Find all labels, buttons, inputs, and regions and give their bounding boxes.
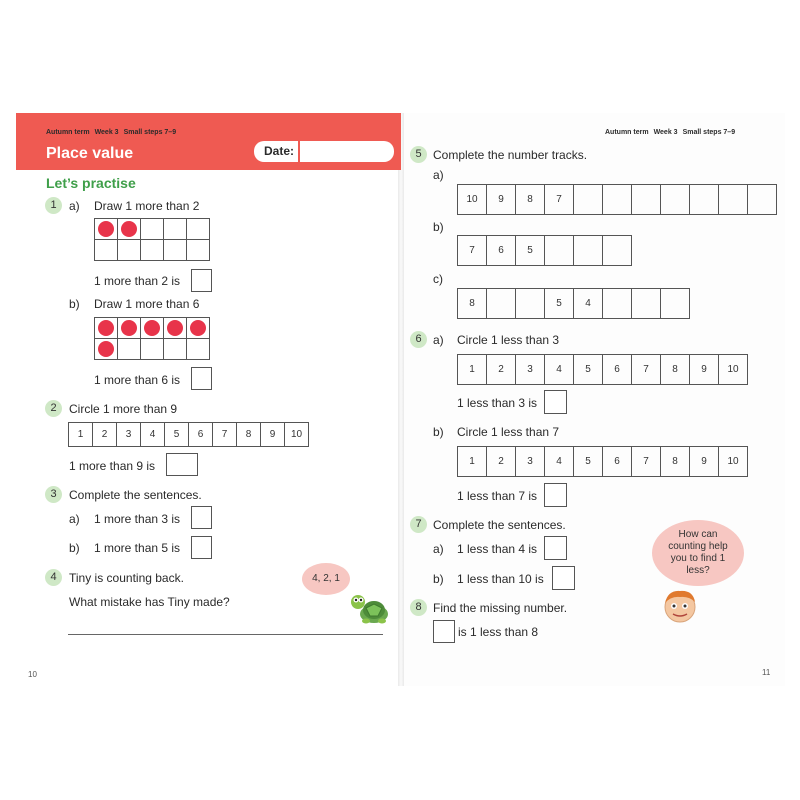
track-cell[interactable]: 2: [487, 355, 516, 385]
ten-frame-cell[interactable]: [141, 240, 164, 261]
q6b-text: Circle 1 less than 7: [457, 425, 560, 439]
track-cell[interactable]: 8: [458, 289, 487, 319]
track-cell[interactable]: 4: [141, 423, 165, 447]
date-label: Date:: [264, 144, 295, 158]
q6a-text: Circle 1 less than 3: [457, 333, 560, 347]
track-cell[interactable]: [661, 289, 690, 319]
track-cell[interactable]: [516, 289, 545, 319]
ten-frame-cell[interactable]: [95, 339, 118, 360]
track-cell[interactable]: [487, 289, 516, 319]
red-counter-icon: [121, 320, 137, 336]
left-meta: [46, 129, 181, 136]
ten-frame-cell[interactable]: [187, 240, 210, 261]
track-cell[interactable]: 8: [661, 447, 690, 477]
ten-frame-cell[interactable]: [95, 318, 118, 339]
q1a-label: a): [69, 199, 80, 213]
q6b-answer-text: 1 less than 7 is: [457, 489, 538, 503]
page-number-left: 10: [28, 670, 37, 679]
track-cell[interactable]: [574, 185, 603, 215]
section-heading: Let’s practise: [46, 175, 136, 191]
question-number-7: 7: [410, 516, 427, 533]
q3a-label: a): [69, 512, 80, 526]
book-spine: [398, 113, 404, 686]
ten-frame-cell[interactable]: [118, 219, 141, 240]
track-cell[interactable]: 7: [632, 355, 661, 385]
q3-text: Complete the sentences.: [69, 488, 202, 502]
red-counter-icon: [98, 320, 114, 336]
meta-steps-right: Small steps 7–9: [682, 129, 736, 136]
ten-frame-cell[interactable]: [141, 339, 164, 360]
track-cell[interactable]: [603, 289, 632, 319]
track-cell[interactable]: 2: [487, 447, 516, 477]
ten-frame-cell[interactable]: [95, 240, 118, 261]
track-cell[interactable]: 7: [213, 423, 237, 447]
meta-week-right: Week 3: [653, 129, 678, 136]
track-cell[interactable]: 10: [458, 185, 487, 215]
track-cell[interactable]: [690, 185, 719, 215]
track-cell[interactable]: 5: [516, 236, 545, 266]
q1b-text: Draw 1 more than 6: [94, 297, 200, 311]
red-counter-icon: [98, 221, 114, 237]
q1b-label: b): [69, 297, 80, 311]
q6b-label: b): [433, 425, 444, 439]
tiny-speech-text: 4, 2, 1: [312, 573, 340, 584]
track-cell[interactable]: 5: [574, 447, 603, 477]
q3a-answer-box[interactable]: [191, 506, 212, 529]
track-cell[interactable]: 6: [603, 355, 632, 385]
track-cell[interactable]: 9: [690, 447, 719, 477]
track-cell[interactable]: 4: [545, 355, 574, 385]
q8-answer-box[interactable]: [433, 620, 455, 643]
q1a-text: Draw 1 more than 2: [94, 199, 200, 213]
ten-frame-cell[interactable]: [164, 219, 187, 240]
track-cell[interactable]: [632, 185, 661, 215]
question-number-1: 1: [45, 197, 62, 214]
question-number-4: 4: [45, 569, 62, 586]
ten-frame-cell[interactable]: [164, 240, 187, 261]
number-track-q6b[interactable]: [457, 446, 748, 477]
right-meta: [605, 129, 740, 136]
ten-frame-cell[interactable]: [118, 339, 141, 360]
track-cell[interactable]: 10: [719, 355, 748, 385]
track-cell[interactable]: 5: [545, 289, 574, 319]
track-cell[interactable]: 3: [516, 355, 545, 385]
meta-steps: Small steps 7–9: [123, 129, 177, 136]
q7a-answer-box[interactable]: [544, 536, 567, 560]
track-cell[interactable]: [603, 236, 632, 266]
q4-question: What mistake has Tiny made?: [69, 595, 230, 609]
ten-frame-b[interactable]: [94, 317, 210, 360]
track-cell[interactable]: 5: [574, 355, 603, 385]
track-cell[interactable]: 6: [189, 423, 213, 447]
q2-answer-box[interactable]: [166, 453, 198, 476]
tiny-speech-bubble: [302, 563, 350, 595]
q6a-label: a): [433, 333, 444, 347]
q3b-text: 1 more than 5 is: [94, 541, 181, 555]
meta-week: Week 3: [94, 129, 119, 136]
q3b-answer-box[interactable]: [191, 536, 212, 559]
turtle-icon: [348, 590, 392, 624]
red-counter-icon: [167, 320, 183, 336]
track-cell[interactable]: 7: [545, 185, 574, 215]
ten-frame-a[interactable]: [94, 218, 210, 261]
ten-frame-cell[interactable]: [187, 318, 210, 339]
q5a-label: a): [433, 168, 444, 182]
date-divider: [298, 141, 300, 162]
track-cell[interactable]: 9: [487, 185, 516, 215]
q3a-text: 1 more than 3 is: [94, 512, 181, 526]
q1b-answer-text: 1 more than 6 is: [94, 373, 181, 387]
q8-text: Find the missing number.: [433, 601, 568, 615]
q5-text: Complete the number tracks.: [433, 148, 588, 162]
track-cell[interactable]: 3: [516, 447, 545, 477]
ten-frame-cell[interactable]: [187, 339, 210, 360]
meta-term-right: Autumn term: [605, 129, 649, 136]
track-cell[interactable]: 8: [237, 423, 261, 447]
q1a-answer-text: 1 more than 2 is: [94, 274, 181, 288]
q7-text: Complete the sentences.: [433, 518, 566, 532]
q3b-label: b): [69, 541, 80, 555]
track-cell[interactable]: [603, 185, 632, 215]
question-number-8: 8: [410, 599, 427, 616]
track-cell[interactable]: [748, 185, 777, 215]
red-counter-icon: [190, 320, 206, 336]
q2-answer-text: 1 more than 9 is: [69, 459, 156, 473]
ten-frame-cell[interactable]: [95, 219, 118, 240]
date-field[interactable]: [254, 141, 394, 162]
track-cell[interactable]: [574, 236, 603, 266]
track-cell[interactable]: 3: [117, 423, 141, 447]
q4-answer-line[interactable]: [68, 634, 383, 635]
q4-text: Tiny is counting back.: [69, 571, 184, 585]
track-cell[interactable]: 10: [285, 423, 309, 447]
track-cell[interactable]: 8: [516, 185, 545, 215]
track-cell[interactable]: 10: [719, 447, 748, 477]
question-number-6: 6: [410, 331, 427, 348]
q6b-answer-box[interactable]: [544, 483, 567, 507]
q7b-text: 1 less than 10 is: [457, 572, 544, 586]
page-number-right: 11: [762, 668, 771, 677]
track-cell[interactable]: 6: [603, 447, 632, 477]
track-cell[interactable]: 8: [661, 355, 690, 385]
track-cell[interactable]: [632, 289, 661, 319]
track-cell[interactable]: 5: [165, 423, 189, 447]
track-cell[interactable]: 1: [458, 447, 487, 477]
q5c-label: c): [433, 272, 443, 286]
red-counter-icon: [121, 221, 137, 237]
number-track-q5c[interactable]: [457, 288, 690, 319]
q6a-answer-text: 1 less than 3 is: [457, 396, 538, 410]
track-cell[interactable]: 9: [261, 423, 285, 447]
track-cell[interactable]: 4: [545, 447, 574, 477]
red-counter-icon: [144, 320, 160, 336]
page-title: Place value: [46, 145, 134, 162]
track-cell[interactable]: [719, 185, 748, 215]
q7a-label: a): [433, 542, 444, 556]
track-cell[interactable]: 4: [574, 289, 603, 319]
ten-frame-cell[interactable]: [118, 240, 141, 261]
track-cell[interactable]: [661, 185, 690, 215]
ten-frame-cell[interactable]: [164, 318, 187, 339]
ten-frame-cell[interactable]: [187, 219, 210, 240]
q5b-label: b): [433, 220, 444, 234]
ten-frame-cell[interactable]: [164, 339, 187, 360]
number-track-q5a[interactable]: [457, 184, 777, 215]
ten-frame-cell[interactable]: [141, 219, 164, 240]
q7b-answer-box[interactable]: [552, 566, 575, 590]
track-cell[interactable]: 9: [690, 355, 719, 385]
q8-answer-text: is 1 less than 8: [458, 625, 539, 639]
track-cell[interactable]: 6: [487, 236, 516, 266]
q1a-answer-box[interactable]: [191, 269, 212, 292]
number-track-q2[interactable]: [68, 422, 309, 447]
question-number-2: 2: [45, 400, 62, 417]
q2-text: Circle 1 more than 9: [69, 402, 178, 416]
q7b-label: b): [433, 572, 444, 586]
track-cell[interactable]: 7: [632, 447, 661, 477]
track-cell[interactable]: [545, 236, 574, 266]
track-cell[interactable]: 1: [458, 355, 487, 385]
ten-frame-cell[interactable]: [118, 318, 141, 339]
q6a-answer-box[interactable]: [544, 390, 567, 414]
question-number-3: 3: [45, 486, 62, 503]
ten-frame-cell[interactable]: [141, 318, 164, 339]
q7a-text: 1 less than 4 is: [457, 542, 538, 556]
meta-term: Autumn term: [46, 129, 90, 136]
track-cell[interactable]: 7: [458, 236, 487, 266]
child-face-icon: [660, 586, 700, 624]
q1b-answer-box[interactable]: [191, 367, 212, 390]
red-counter-icon: [98, 341, 114, 357]
hint-speech-text: How can counting help you to find 1 less?: [668, 529, 728, 576]
hint-speech-bubble: [652, 520, 744, 586]
number-track-q5b[interactable]: [457, 235, 632, 266]
track-cell[interactable]: 1: [69, 423, 93, 447]
number-track-q6a[interactable]: [457, 354, 748, 385]
track-cell[interactable]: 2: [93, 423, 117, 447]
question-number-5: 5: [410, 146, 427, 163]
